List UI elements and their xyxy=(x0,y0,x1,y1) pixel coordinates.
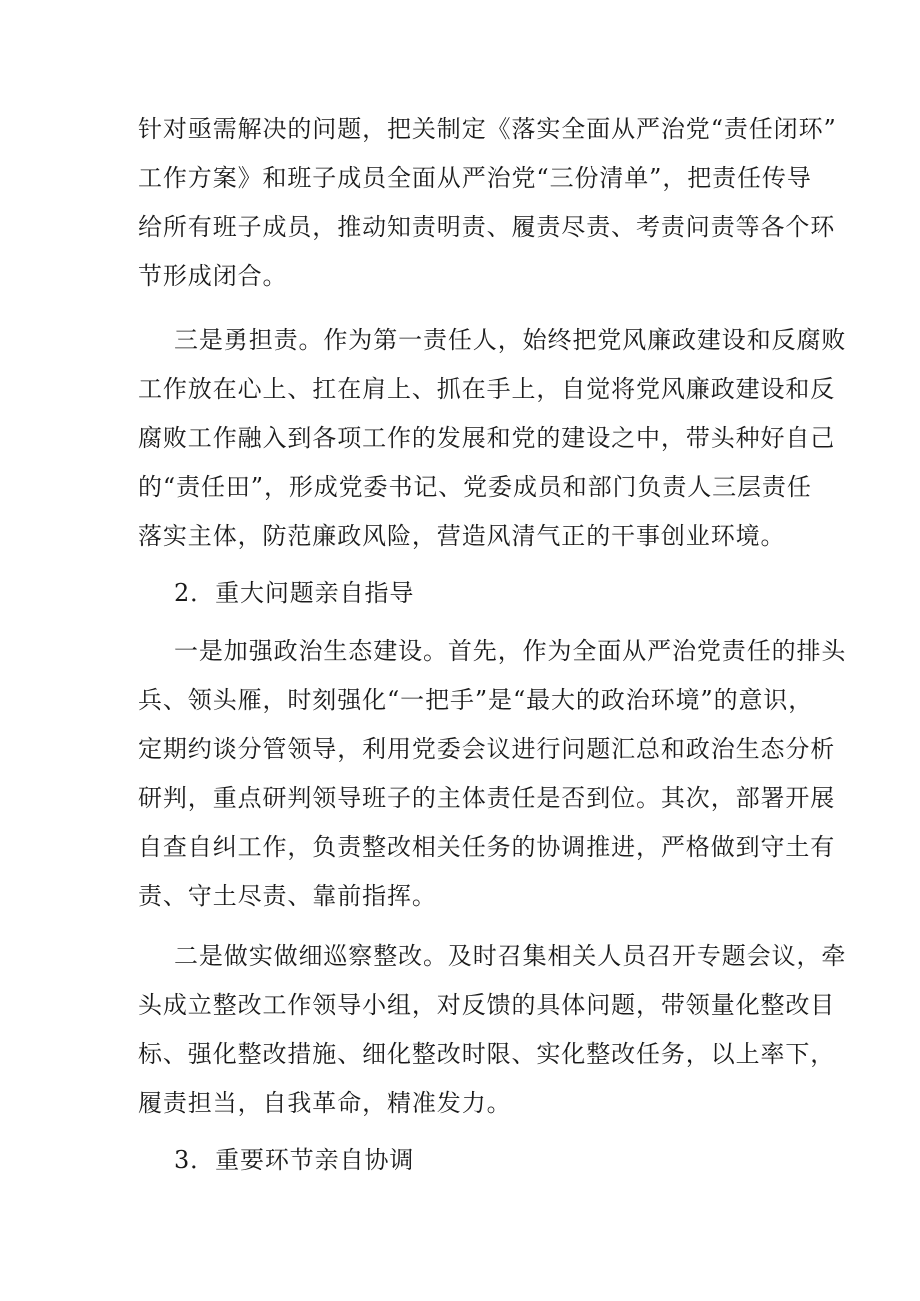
paragraph-line: 节形成闭合。 xyxy=(138,262,288,290)
paragraph-line: 研判，重点研判领导班子的主体责任是否到位。其次，部署开展 xyxy=(138,784,836,812)
paragraph-line: 定期约谈分管领导，利用党委会议进行问题汇总和政治生态分析 xyxy=(138,735,836,763)
paragraph-line: 履责担当，自我革命，精准发力。 xyxy=(138,1089,512,1117)
paragraph-line: 腐败工作融入到各项工作的发展和党的建设之中，带头种好自己 xyxy=(138,424,836,452)
paragraph-line: 责、守土尽责、靠前指挥。 xyxy=(138,882,437,910)
section-heading: 2．重大问题亲自指导 xyxy=(174,579,415,607)
paragraph-line: 给所有班子成员，推动知责明责、履责尽责、考责问责等各个环 xyxy=(138,213,836,241)
paragraph-line: 三是勇担责。作为第一责任人，始终把党风廉政建设和反腐败 xyxy=(174,326,847,354)
paragraph-line: 自查自纠工作，负责整改相关任务的协调推进，严格做到守土有 xyxy=(138,833,836,861)
paragraph-line: 工作方案》和班子成员全面从严治党“三份清单”，把责任传导 xyxy=(138,164,812,192)
paragraph-line: 二是做实做细巡察整改。及时召集相关人员召开专题会议，牵 xyxy=(174,942,847,970)
paragraph-line: 工作放在心上、扛在肩上、抓在手上，自觉将党风廉政建设和反 xyxy=(138,375,836,403)
paragraph-line: 兵、领头雁，时刻强化“一把手”是“最大的政治环境”的意识， xyxy=(138,686,814,714)
paragraph-line: 一是加强政治生态建设。首先，作为全面从严治党责任的排头 xyxy=(174,637,847,665)
paragraph-line: 落实主体，防范廉政风险，营造风清气正的干事创业环境。 xyxy=(138,522,786,550)
paragraph-line: 针对亟需解决的问题，把关制定《落实全面从严治党“责任闭环” xyxy=(138,115,837,143)
paragraph-line: 标、强化整改措施、细化整改时限、实化整改任务，以上率下， xyxy=(138,1040,836,1068)
paragraph-line: 头成立整改工作领导小组，对反馈的具体问题，带领量化整改目 xyxy=(138,991,836,1019)
paragraph-line: 的“责任田”，形成党委书记、党委成员和部门负责人三层责任 xyxy=(138,473,812,501)
section-heading: 3．重要环节亲自协调 xyxy=(174,1146,415,1174)
